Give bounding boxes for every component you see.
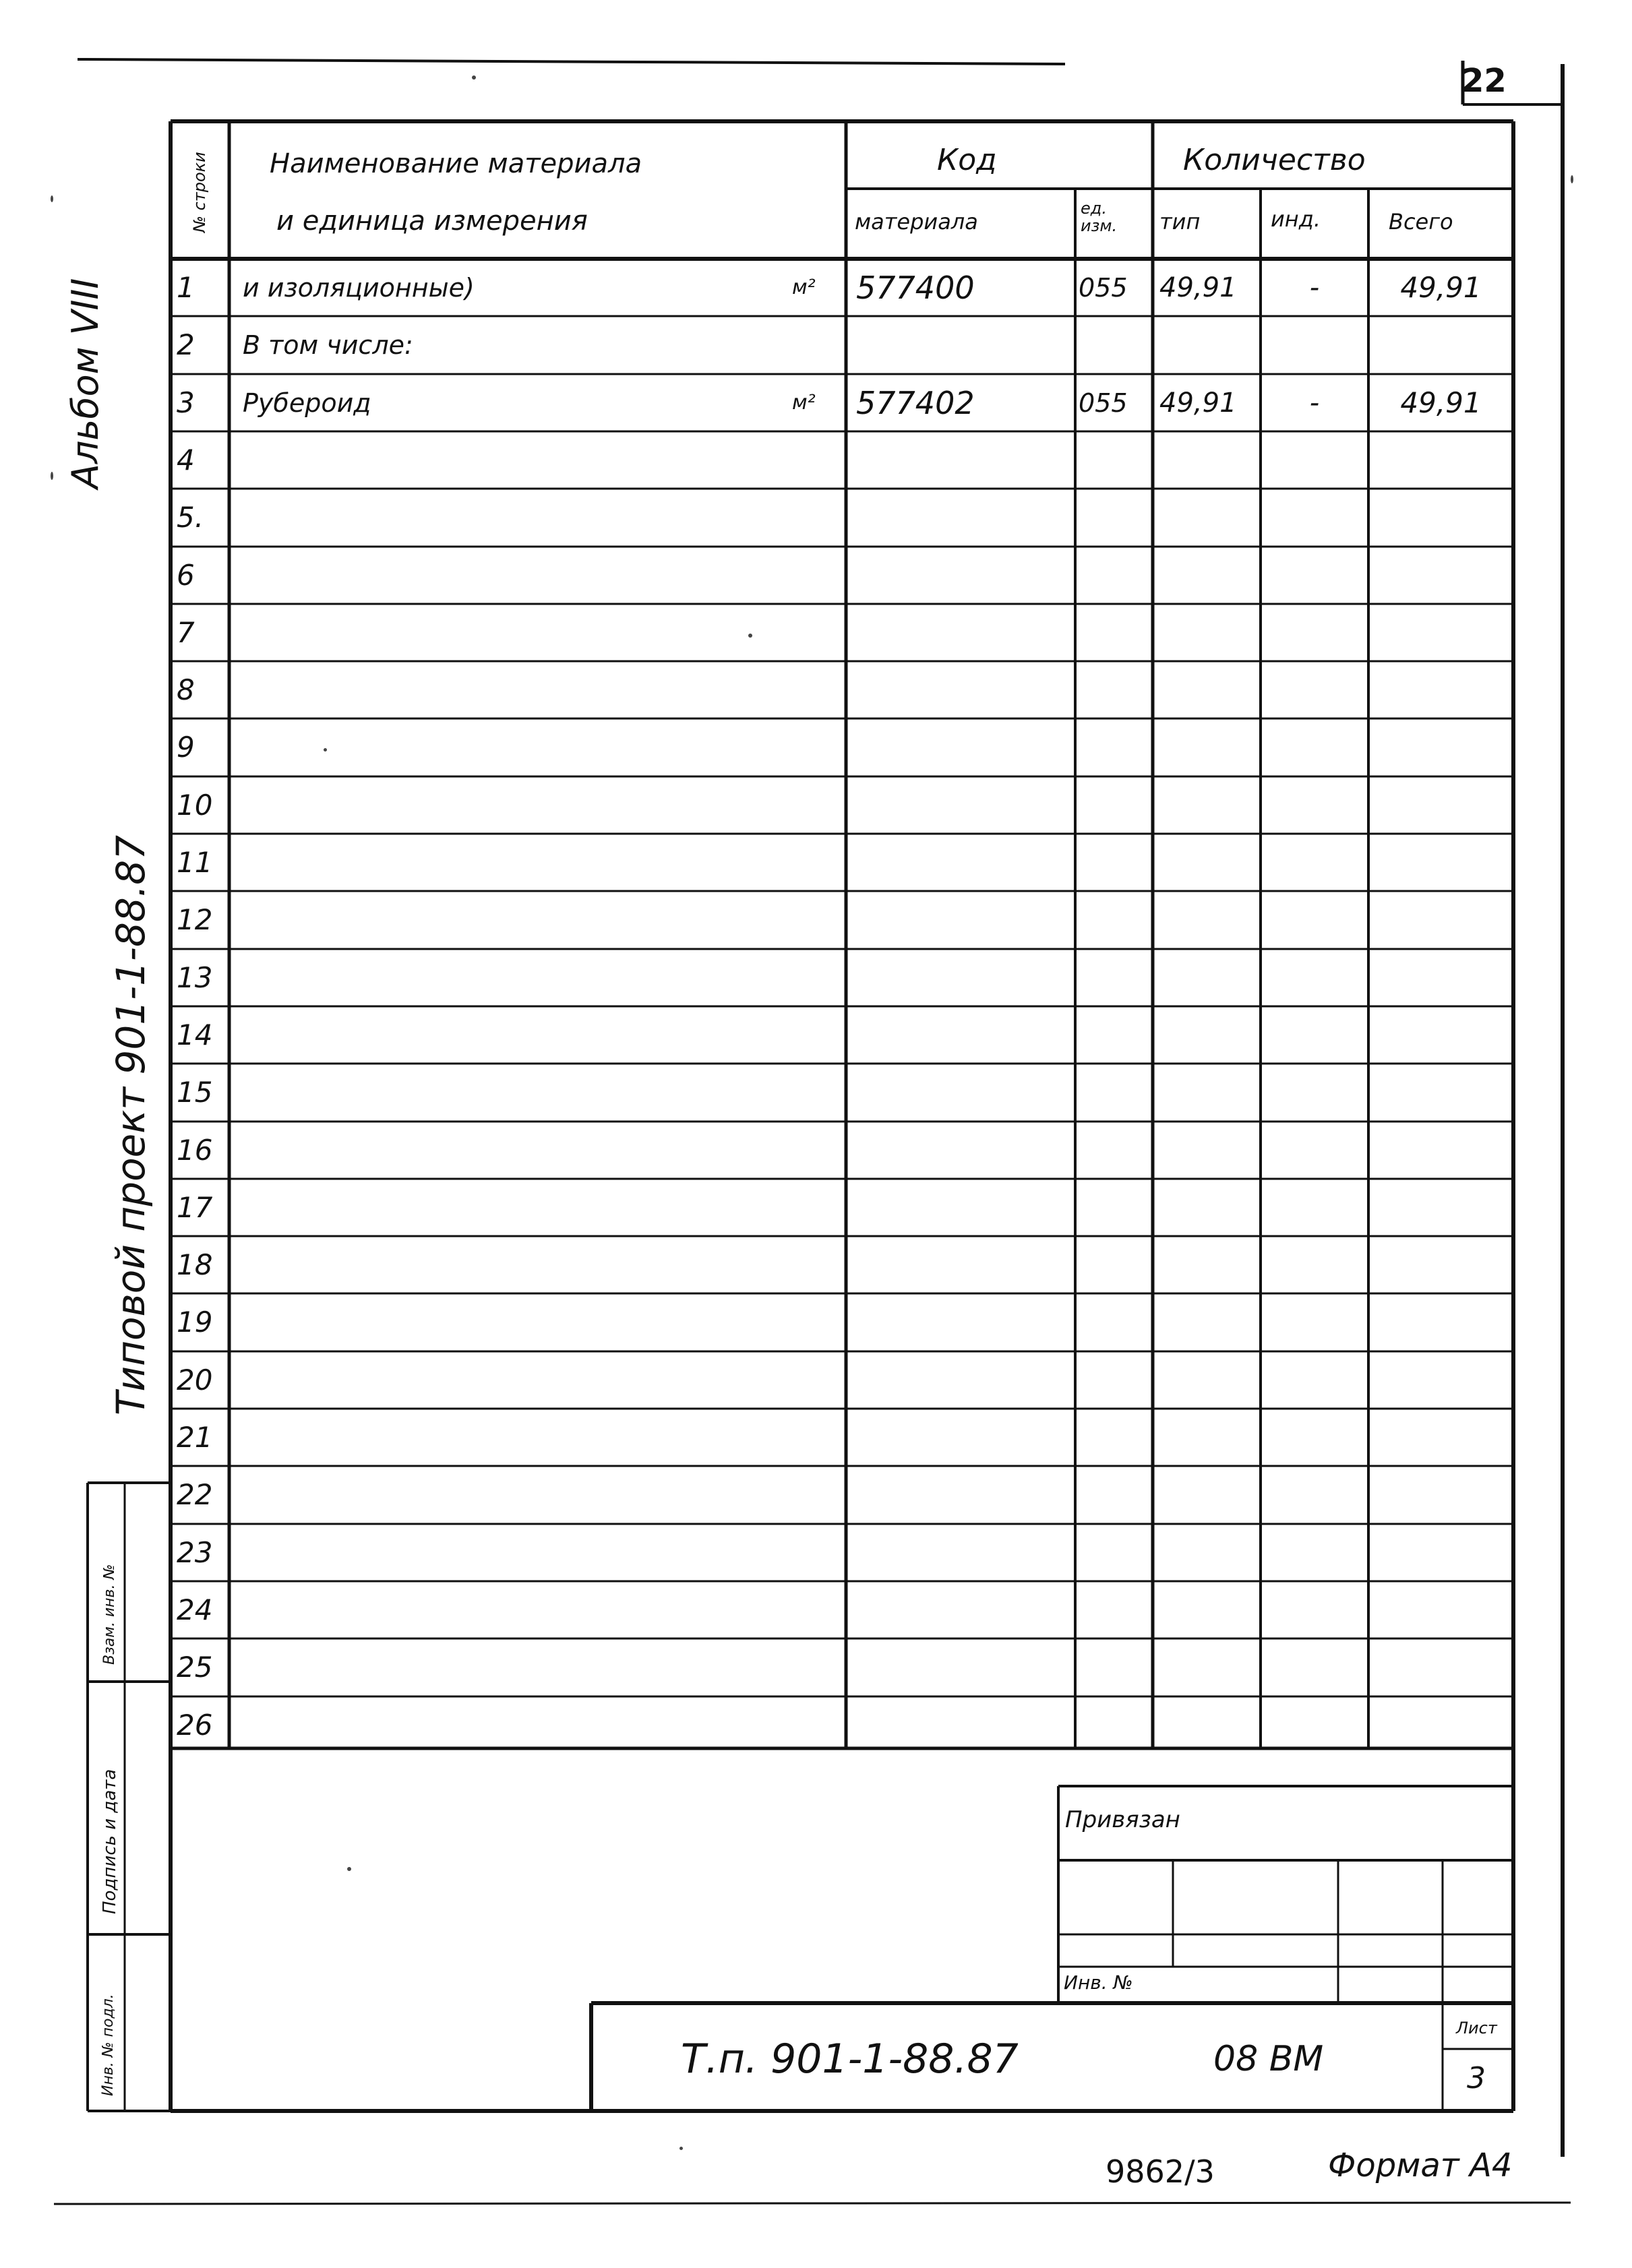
row-number: 18	[177, 1248, 213, 1281]
row-number: 5.	[177, 501, 204, 534]
scan-speck	[51, 195, 53, 202]
quantity-total-header: Всего	[1389, 209, 1453, 235]
row-number: 15	[177, 1076, 213, 1109]
material-name: Рубероид	[243, 388, 371, 418]
material-unit: м²	[792, 391, 816, 415]
unit-code: 055	[1079, 272, 1128, 303]
row-number: 9	[177, 731, 195, 764]
material-name: и изоляционные)	[243, 272, 475, 303]
row-number: 1	[177, 271, 195, 304]
row-number: 17	[177, 1191, 213, 1224]
row-number: 11	[177, 846, 213, 879]
row-number: 6	[177, 559, 195, 592]
row-number: 16	[177, 1134, 213, 1167]
row-number: 24	[177, 1593, 213, 1626]
quantity-type-header: тип	[1159, 209, 1201, 235]
vzam-inv-label: Взам. инв. №	[101, 1564, 118, 1665]
qty-ind	[1264, 316, 1365, 373]
row-number: 19	[177, 1306, 213, 1339]
row-number: 2	[177, 328, 195, 361]
material-code	[856, 316, 1072, 373]
qty-total: 49,91	[1400, 271, 1482, 304]
name-header-line2: и единица измерения	[276, 206, 588, 237]
row-number-header: № строки	[190, 152, 209, 233]
qty-total: 49,91	[1400, 386, 1482, 419]
album-label: Альбом VIII	[64, 278, 107, 489]
sheet-number: 3	[1467, 2061, 1486, 2095]
scan-speck	[679, 2147, 683, 2150]
qty-type: 49,91	[1159, 272, 1237, 303]
row-number: 21	[177, 1421, 213, 1454]
row-number: 20	[177, 1363, 213, 1397]
scan-speck	[472, 75, 476, 80]
project-label: Типовой проект 901-1-88.87	[108, 835, 154, 1415]
page-number: 22	[1461, 62, 1507, 100]
privyazan-inv-label: Инв. №	[1064, 1971, 1133, 1994]
unit-code: 055	[1079, 388, 1128, 418]
quantity-ind-header: инд.	[1271, 206, 1321, 232]
signature-date-label: Подпись и дата	[100, 1769, 120, 1914]
row-number: 23	[177, 1536, 213, 1569]
archive-number: 9862/3	[1106, 2153, 1215, 2190]
privyazan-label: Привязан	[1065, 1806, 1180, 1833]
code-unit-header: ед. изм.	[1081, 199, 1118, 235]
row-number: 26	[177, 1709, 213, 1742]
scan-speck	[1571, 175, 1573, 183]
qty-total	[1372, 316, 1510, 373]
unit-code	[1079, 316, 1149, 373]
document-code: 08 ВМ	[1213, 2039, 1324, 2079]
row-number: 10	[177, 789, 213, 822]
scan-speck	[51, 472, 53, 480]
scan-speck	[324, 748, 327, 752]
material-code: 577402	[856, 384, 975, 421]
inv-podl-label: Инв. № подл.	[100, 1994, 117, 2096]
row-number: 8	[177, 673, 195, 706]
row-number: 13	[177, 961, 213, 994]
code-header: Код	[937, 143, 997, 177]
qty-ind: -	[1309, 387, 1320, 419]
row-number: 12	[177, 903, 213, 936]
row-number: 3	[177, 386, 195, 419]
material-name: В том числе:	[243, 330, 413, 360]
scan-speck	[347, 1867, 351, 1871]
qty-type	[1159, 316, 1257, 373]
format-label: Формат А4	[1328, 2147, 1513, 2184]
material-unit: м²	[792, 276, 816, 299]
row-number: 14	[177, 1018, 213, 1051]
row-number: 4	[177, 443, 195, 477]
name-header-line1: Наименование материала	[270, 148, 642, 179]
scan-speck	[748, 634, 752, 638]
qty-type: 49,91	[1159, 387, 1237, 419]
row-number: 22	[177, 1478, 213, 1511]
document-designation: Т.п. 901-1-88.87	[681, 2035, 1019, 2083]
material-unit	[792, 316, 843, 373]
sheet-label: Лист	[1456, 2019, 1497, 2037]
row-number: 25	[177, 1651, 213, 1684]
quantity-header: Количество	[1183, 143, 1366, 177]
row-number: 7	[177, 616, 195, 649]
material-code: 577400	[856, 269, 975, 306]
qty-ind: -	[1309, 272, 1320, 303]
code-material-header: материала	[855, 209, 978, 235]
